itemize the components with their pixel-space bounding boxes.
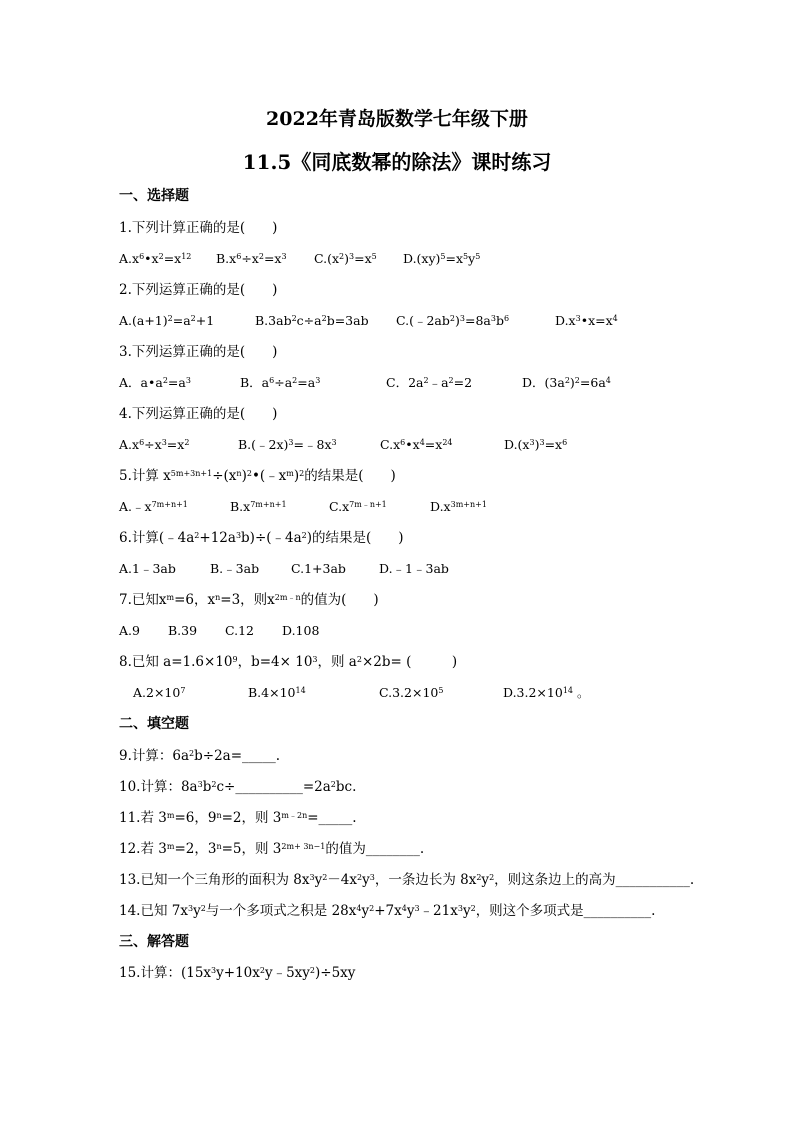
option-7c: C.12 [225,623,254,638]
question-13: 13.已知一个三角形的面积为 $8x^3y^2-4x^2y^3$，一条边长为 $8x^2y^2$，则这条边上的高为___________. [119,872,695,888]
question-14: 14.已知 $7x^3y^2$与一个多项式之积是 $28x^4y^2+7x^4y^3﹣21x^3y^2$，则这个多项式是__________. [119,903,656,919]
option-7d: D.108 [282,623,320,638]
options-7 [119,622,679,640]
option-6a: A.1﹣3ab [119,561,176,576]
option-6b: B.﹣3ab [210,561,260,576]
section-heading-fill: 二、填空题 [119,716,189,732]
options-5 [119,498,679,516]
option-4b: $B.(﹣2x)^3=﹣8x^3$ [238,437,337,452]
option-1c: $C.(x^2)^3=x^5$ [314,251,377,266]
option-4d: $D.(x^3)^3=x^6$ [504,437,568,452]
question-10: 10.计算：$8a^3b^2c\div\_\_\_\_\_\_\_\_\_\_=2a^2bc$. [119,779,357,795]
question-15: 15.计算：$(15x^3y+10x^2y﹣5xy^2)\div 5xy$ [119,965,356,981]
option-3d: D．$(3a^2)^2=6a^4$ [522,375,611,390]
option-8a: $A.2\times 10^7$ [133,685,186,700]
option-5d: $D.x^{3m+n+1}$ [430,499,487,514]
question-1: 1.下列计算正确的是( ) [119,220,278,236]
question-2: 2.下列运算正确的是( ) [119,282,278,298]
options-1 [119,250,679,268]
option-2a: $A.(a+1)^2=a^2+1$ [119,313,215,328]
option-2b: $B.3ab^2c\div a^2b=3ab$ [255,313,369,328]
section-heading-solve: 三、解答题 [119,934,189,950]
question-9: 9.计算：$6a^2b\div 2a=\_\_\_\_\_$. [119,748,281,764]
option-2c: $C.(﹣2ab^2)^3=8a^3b^6$ [396,313,510,328]
question-7: 7.已知$x^m=6$，$x^n=3$，则$x^{2m﹣n}$的值为( ) [119,592,379,608]
option-8b: $B.4\times 10^{14}$ [248,685,306,700]
question-12: 12.若 $3^m=2$，$3^n=5$，则 $3^{2m+ 3n-1}$的值为________. [119,841,425,857]
option-3b: B．$a^6\div a^2=a^3$ [240,375,321,390]
option-1d: $D.(xy)^5=x^5y^5$ [403,251,481,266]
options-6 [119,560,679,578]
option-6d: D.﹣1﹣3ab [379,561,449,576]
options-8 [133,684,693,702]
question-3: 3.下列运算正确的是( ) [119,344,278,360]
option-7a: A.9 [119,623,140,638]
option-5a: $A.﹣x^{7m+n+1}$ [119,499,188,514]
question-11: 11.若 $3^m=6$，$9^n=2$，则 $3^{m﹣2n}=\_\_\_\_\_$. [119,810,357,826]
question-8: 8.已知 $a=1.6\times 10^9$，$b=4\times 10^3$，则 $a^2\times 2b=$ ( ) [119,654,458,670]
option-7b: B.39 [168,623,198,638]
option-5b: $B.x^{7m+n+1}$ [230,499,287,514]
page-subtitle: 11.5《同底数幂的除法》课时练习 [242,150,552,174]
option-8d: $D.3.2\times 10^{14}$ 。 [503,685,590,700]
option-2d: $D.x^3•x=x^4$ [555,313,618,328]
section-heading-choice: 一、选择题 [119,188,189,204]
question-5: 5.计算 $x^{5m+3n+1}\div(x^n)^2•(﹣x^m)^2$的结果是( ) [119,468,396,484]
options-4 [119,436,679,454]
option-4c: $C.x^6•x^4=x^{24}$ [380,437,453,452]
option-8c: $C.3.2\times 10^5$ [379,685,444,700]
page-title: 2022年青岛版数学七年级下册 [266,108,528,130]
option-3a: A．$a•a^2=a^3$ [119,375,191,390]
option-1b: $B.x^6\div x^2=x^3$ [216,251,287,266]
question-6: 6.计算$(﹣4a^2+12a^3b)\div(﹣4a^2)$的结果是( ) [119,530,404,546]
options-2 [119,312,679,330]
option-5c: $C.x^{7m﹣n+1}$ [329,499,387,514]
question-4: 4.下列运算正确的是( ) [119,406,278,422]
option-3c: C．$2a^2﹣a^2=2$ [386,375,473,390]
option-6c: C.1+3ab [291,561,346,576]
options-3 [119,374,679,392]
option-4a: $A.x^6\div x^3=x^2$ [119,437,190,452]
option-1a: $A.x^6•x^2=x^{12}$ [119,251,192,266]
